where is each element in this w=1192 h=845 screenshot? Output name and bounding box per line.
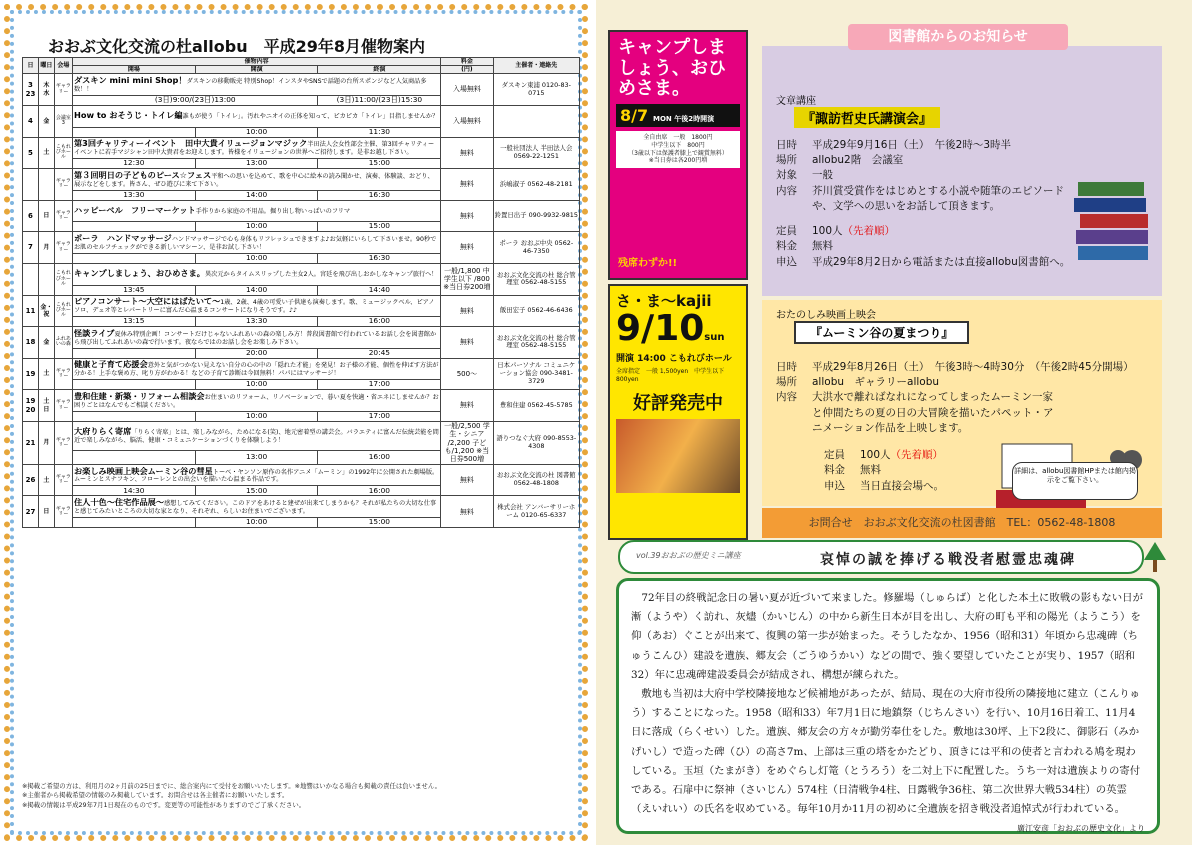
event-fee: 無料 (441, 232, 493, 264)
detail-key: 日時 (776, 361, 797, 373)
event-row (23, 295, 580, 317)
event-row (23, 390, 580, 412)
movie-details (776, 360, 1162, 436)
event-day: 4 (23, 105, 39, 137)
sama-poster-banner: 好評発売中 (633, 392, 723, 414)
detail-row (776, 138, 1076, 153)
event-venue: ふれあいの森 (54, 327, 72, 359)
event-desc: 平和への思いを込めて、歌を中心に絵本の読み聞かせ、演奏、体験談、おどり、展示などをします。皆さん、ぜひ遊びに来て下さい。 (73, 172, 434, 188)
sama-poster-brand: さ・ま～kajii (616, 292, 712, 310)
event-row (23, 327, 580, 349)
library-notice (756, 24, 1164, 536)
camp-poster-tail: 残席わずか!! (618, 258, 678, 270)
event-start-time: 10:00 (195, 127, 318, 137)
event-venue: 会議室3 (54, 105, 72, 137)
event-start-time: 10:00 (195, 253, 318, 263)
event-organizer: ポーラ おおぶ中央 0562-46-7350 (493, 232, 579, 264)
event-row (23, 263, 580, 285)
event-dow: 金 (38, 327, 54, 359)
event-description (72, 200, 440, 222)
sama-kajii-poster (608, 284, 748, 540)
header-start: 開演 (195, 66, 318, 74)
event-end-time: 15:00 (318, 222, 441, 232)
event-desc: 夏休み特別企画！コンサートだけじゃないふれあいの森の楽しみ方！普段図書館で行われているお話し会を図書館から飛び出してふれあいの森で行います。夜ならではのお話し会をお楽しみ下さい。 (73, 330, 437, 346)
note-line: ※掲載の情報は平成29年7月1日現在のものです。変更等の可能性がありますのでご了承ください。 (22, 800, 306, 809)
event-open-time: 13:15 (72, 317, 195, 327)
event-day: 26 (23, 464, 39, 496)
event-organizer: おおぶ文化交流の杜 総合管理室 0562-48-5155 (493, 263, 579, 295)
lecture-kicker: 文章講座 (776, 96, 816, 107)
movie-title: 『ムーミン谷の夏まつり』 (794, 321, 969, 344)
event-open-time (72, 451, 195, 465)
price-line: 中学生以下 800円 (651, 141, 705, 149)
event-venue: ギャラリー (54, 74, 72, 106)
event-venue: ギャラリー (54, 421, 72, 464)
event-description (72, 74, 440, 96)
event-organizer: 鈴置日出子 090-9932-9815 (493, 200, 579, 232)
event-desc: 感想してみてください。このドアをあけると建ぜが出来てしまうかも？それが私たちの大切な仕事と感じてみたいところの大切な家となり、それぞれ、らしいお住まいでございます。 (73, 500, 437, 515)
event-title: ダスキン mini mini Shop！ (73, 75, 187, 86)
event-description (72, 169, 440, 191)
event-dow: 金 (38, 105, 54, 137)
event-description (72, 295, 440, 317)
apply-label: 申込 (776, 255, 797, 268)
event-end-time: 15:00 (318, 518, 441, 528)
apply-value: 平成29年8月2日から電話または直接allobu図書館へ。 (812, 255, 1071, 268)
header-organizer: 主催者・連絡先 (493, 58, 579, 74)
capacity-value: 100人 (812, 225, 843, 238)
event-dow: 土 (38, 464, 54, 496)
event-day: 6 (23, 200, 39, 232)
event-start-time: 13:00 (195, 451, 318, 465)
library-contact: お問合せ おおぶ文化交流の杜図書館 TEL：0562-48-1808 (762, 508, 1162, 538)
header-open: 開場 (72, 66, 195, 74)
fee-label: 料金 (824, 464, 845, 477)
event-end-time: 16:30 (318, 190, 441, 200)
event-open-time: 12:30 (72, 159, 195, 169)
camp-poster-photo (616, 172, 740, 252)
event-description (72, 421, 440, 450)
event-start-time: 13:00 (195, 159, 318, 169)
event-row (23, 105, 580, 127)
event-dow: 日 (38, 200, 54, 232)
apply-label: 申込 (824, 479, 845, 492)
event-end-time: 17:00 (318, 411, 441, 421)
header-day: 日 (23, 58, 39, 74)
header-fee: 料金 (441, 58, 493, 66)
event-fee: 一般/2,500 学生・シニア /2,200 子ども/1,200 ※当日券500増 (441, 421, 493, 464)
detail-key: 対象 (776, 169, 797, 182)
fee-value: 無料 (860, 464, 881, 477)
event-organizer: 一般社団法人 半田法人会 0569-22-1251 (493, 137, 579, 169)
event-venue: ギャラリー (54, 358, 72, 390)
detail-key: 内容 (776, 391, 797, 404)
event-day: 19 (23, 358, 39, 390)
event-desc: ダスキンの移動販売 特別Shop！インスタやSNSで話題の台所スポンジなど人気商品多数！！ (73, 78, 427, 93)
event-day: 7 (23, 232, 39, 264)
event-start-time: 10:00 (195, 380, 318, 390)
event-title: ピアノコンサート～大空にはばたいて～ (73, 296, 221, 307)
event-fee: 無料 (441, 390, 493, 422)
history-body (616, 578, 1160, 834)
capacity-note: （先着順） (890, 449, 944, 462)
detail-key: 内容 (776, 184, 797, 197)
event-day: 11 (23, 295, 39, 327)
detail-row (776, 184, 1076, 214)
event-row (23, 200, 580, 222)
sama-date-dow: sun (704, 332, 725, 343)
event-desc: 手作りから家庭の不用品。掘り出し物いっぱいのフリマ (195, 208, 351, 216)
event-fee: 無料 (441, 327, 493, 359)
event-fee: 無料 (441, 295, 493, 327)
sama-poster-date (610, 308, 746, 349)
event-open-time: (3日)9:00/(23日)13:00 (72, 95, 318, 105)
event-row (23, 358, 580, 380)
lecture-box (762, 46, 1162, 296)
event-organizer (493, 105, 579, 137)
event-fee: 無料 (441, 169, 493, 201)
event-dow: 日 (38, 496, 54, 528)
event-row (23, 464, 580, 486)
event-start-time: 14:00 (195, 190, 318, 200)
event-start-time: 10:00 (195, 222, 318, 232)
event-title: ポーラ ハンドマッサージ (73, 233, 172, 243)
table-header-row (23, 58, 580, 66)
event-organizer: おおぶ文化交流の杜 総合管理室 0562-48-5155 (493, 327, 579, 359)
event-end-time: 16:00 (318, 317, 441, 327)
event-organizer: 語りつなぐ大府 090-8553-4308 (493, 421, 579, 464)
camp-poster-prices (616, 131, 740, 168)
event-end-time: 14:40 (318, 285, 441, 295)
event-venue: こもれびホール (54, 295, 72, 327)
event-venue: こもれびホール (54, 137, 72, 169)
event-description (72, 496, 440, 518)
event-description (72, 105, 440, 127)
capacity-value: 100人 (860, 449, 891, 462)
apply-value: 当日直接会場へ。 (860, 479, 944, 492)
event-title: ハッピーベル フリーマーケット (73, 205, 196, 216)
event-fee: 一般/1,800 中学生以下 /800 ※当日券200増 (441, 263, 493, 295)
history-title-bar (618, 540, 1144, 574)
detail-value: 一般 (812, 169, 833, 182)
event-open-time (72, 518, 195, 528)
event-desc: 誰もが使う「トイレ」。汚れやニオイの正体を知って、ピカピカ「トイレ」目指しませんか？ (182, 113, 439, 121)
event-desc: 異次元からタイムスリップした主女2人。宮廷を飛び出しおかしなキャンプ旅行へ！ (205, 271, 438, 279)
event-row (23, 421, 580, 450)
capacity-note: （先着順） (842, 225, 896, 238)
event-start-time: 20:00 (195, 348, 318, 358)
sama-poster-time: 開演 14:00 こもれびホール (616, 354, 732, 364)
detail-value: allobu ギャラリーallobu (812, 376, 940, 389)
event-desc: 意外と気がつかない見えない自分の心の中の「隠れた才能」を発見！お子様の才能、個性を伸ばす方法が分かる！上手な褒め方、叱り方がわかる！などの子育て診断は今回無料！パパにはマッサージ！ (73, 362, 439, 378)
event-end-time: 16:00 (318, 451, 441, 465)
event-open-time (72, 127, 195, 137)
event-desc: お住まいのリフォーム、リノベーションで、暮い夏を快適・省エネにしませんか？お困りごとはなんでもご相談ください。 (73, 393, 439, 409)
capacity-label: 定員 (824, 449, 845, 462)
details-bubble: 詳細は、allobu図書館HPまたは館内掲示をご覧下さい。 (1012, 462, 1138, 500)
event-title: 第３回明日の子どものピース☆フェス (73, 169, 212, 180)
event-end-time: 16:30 (318, 253, 441, 263)
event-venue: ギャラリー (54, 390, 72, 422)
detail-key: 場所 (776, 154, 797, 167)
event-dow: 土 日 (38, 390, 54, 422)
camp-poster-headline: キャンプしましょう、おひめさま。 (618, 37, 726, 100)
event-fee: 無料 (441, 200, 493, 232)
event-fee: 無料 (441, 464, 493, 496)
event-row (23, 232, 580, 254)
notes (22, 782, 580, 810)
event-description (72, 390, 440, 412)
event-open-time: 14:30 (72, 486, 195, 496)
sama-poster-price: 全席指定 一般 1,500yen 中学生以下 800yen (616, 368, 725, 384)
event-venue: ギャラリー (54, 200, 72, 232)
event-description (72, 358, 440, 380)
event-description (72, 327, 440, 349)
event-day (23, 263, 39, 295)
event-title: 怪談ライブ (73, 327, 115, 338)
event-description (72, 137, 440, 159)
history-text: 72年目の終戦記念日の暑い夏が近づいて来ました。修羅場（しゅらば）と化した本土に敗戦の影もない日が漸（ようや）く訪れ、灰燼（かいじん）の中から新生日本が目を出し、大府の町も平和の陽光（ようこう）を仰（あお）ぐことが出来て、復興の第一歩が始まった。そうしたなか、1956（昭和31）年頃から忠魂碑（ちゅうこんひ）建設を遺族、郷友会（ごうゆうかい）などの間で、強く要望していたことが実り、1957（昭和32）年に忠魂碑建設委員会が結成され、構想が練られた。 敷地も当初は大府中学校隣接地など候補地があったが、結局、現在の大府市役所の隣接地に建立（こんりゅう）することになった。1958（昭和33）年7月1日に地鎮祭（じちんさい）を行い、10月16日着工、11月4日に落成（らくせい）した。遺族、郷友会の方々が勤労奉仕をした。敷地は30坪、上下2段に、御影石（みかげいし）で造った碑（ひ）の高さ7m、上部は三重の塔をかたどり、頂きには平和の使者と言われる鳩を現わしている。玉垣（たまがき）をめぐらし灯篭（とうろう）を二対上下に配置した。うち一対は遺族よりの寄付である。石扉中に祭神（さいじん）574柱（日清戦争4柱、日露戦争36柱、第二次世界大戦534柱）の英霊（えいれい）の氏名を収めている。毎年10月か11月の初めに全遺族を招き戦没者追悼式が行われている。 (631, 592, 1143, 816)
event-venue: ギャラリー (54, 496, 72, 528)
event-row (23, 137, 580, 159)
fee-label: 料金 (776, 240, 797, 253)
header-fee-unit: (円) (441, 66, 493, 74)
detail-value: 芥川賞受賞作をはじめとする小説や随筆のエピソードや、文学への思いをお話して頂きます。 (812, 184, 1064, 212)
event-table-body (23, 74, 580, 528)
capacity-row (776, 224, 1076, 239)
event-row (23, 169, 580, 191)
event-description (72, 263, 440, 285)
event-open-time (72, 253, 195, 263)
movie-box (762, 300, 1162, 506)
event-fee: 入場無料 (441, 105, 493, 137)
event-end-time: 16:00 (318, 486, 441, 496)
header-dow: 曜日 (38, 58, 54, 74)
event-organizer: 豊和住建 0562-45-5785 (493, 390, 579, 422)
event-venue: ギャラリー (54, 169, 72, 201)
note-line: ※掲載ご希望の方は、利用月の2ヶ月前の25日までに、総合案内にて受付をお願いいたします。※地響はいかなる場合も掲載の責任は負いません。 (22, 782, 441, 790)
event-description (72, 464, 440, 486)
event-organizer: ダスキン東浦 0120-83-0715 (493, 74, 579, 106)
event-organizer: おおぶ文化交流の杜 図書館 0562-48-1808 (493, 464, 579, 496)
sama-poster-photo (616, 419, 740, 493)
event-fee: 入場無料 (441, 74, 493, 106)
event-title: 豊和住建・新築・リフォーム相談会 (73, 390, 205, 401)
event-title: How to おそうじ・トイレ編 (73, 110, 183, 121)
detail-value: allobu2階 会議室 (812, 154, 904, 167)
detail-key: 日時 (776, 139, 797, 151)
event-fee: 無料 (441, 496, 493, 528)
event-title: 健康と子育て応援会 (73, 359, 148, 370)
header-venue: 会場 (54, 58, 72, 74)
event-dow: 木 水 (38, 74, 54, 106)
detail-value: 平成29年8月26日（土） 午後3時～4時30分 （午後2時45分開場） (812, 361, 1134, 373)
event-open-time (72, 348, 195, 358)
header-content: 催物内容 (72, 58, 440, 66)
event-row (23, 74, 580, 96)
event-desc: ハンドマッサージで心も身体もリフレッシュできますよ♪お気軽にいらして下さいませ。90秒でお肌のセルフチェックができる新しいマシーン、是非お試し下さい！ (73, 236, 437, 251)
event-start-time: 15:00 (195, 486, 318, 496)
event-title: 住人十色～住宅作品展～ (73, 497, 165, 508)
event-fee: 500～ (441, 358, 493, 390)
event-desc: トーベ・ヤンソン原作の名作アニメ「ムーミン」の1992年に公開された劇場版。ムーミンとスナフキン、フローレンとの出会いを描いた心温まる作品です。 (73, 468, 439, 484)
event-start-time: 13:30 (195, 317, 318, 327)
event-dow: 月 (38, 421, 54, 464)
event-desc: 1歳、2歳、4歳の可愛い子供達も演奏します。歌、ミュージックベル、ピアノソロ、デュオ等とレパートリーに富んだ心温まるコンサートになりそうです。♪♪ (73, 299, 435, 315)
event-title: お楽しみ映画上映会ムーミン谷の彗星 (73, 465, 213, 476)
event-day: 18 (23, 327, 39, 359)
event-dow (38, 169, 54, 201)
event-venue: こもれびホール (54, 263, 72, 295)
price-line: 全自由席 一般 1800円 (643, 134, 713, 142)
event-dow: 土 (38, 137, 54, 169)
fee-row (776, 239, 1076, 254)
event-table (22, 57, 580, 528)
library-heading: 図書館からのお知らせ (848, 24, 1068, 50)
event-open-time (72, 380, 195, 390)
event-day: 3 23 (23, 74, 39, 106)
books-illustration (1072, 162, 1152, 262)
event-organizer: 浜嶋淑子 0562-48-2181 (493, 169, 579, 201)
event-fee: 無料 (441, 137, 493, 169)
tree-icon (1144, 542, 1166, 576)
lecture-title: 『諏訪哲史氏講演会』 (794, 107, 940, 128)
event-description (72, 232, 440, 254)
event-open-time (72, 222, 195, 232)
event-organizer: 飯田宏子 0562-46-6436 (493, 295, 579, 327)
lecture-details (776, 138, 1076, 270)
page-title: おおぶ文化交流の杜allobu 平成29年8月催物案内 (48, 37, 426, 56)
fee-value: 無料 (812, 240, 833, 253)
capacity-label: 定員 (776, 225, 797, 238)
detail-value: 平成29年9月16日（土） 午後2時～3時半 (812, 139, 1012, 151)
header-end: 終演 (318, 66, 441, 74)
camp-poster-date (616, 104, 740, 127)
event-end-time: 17:00 (318, 380, 441, 390)
event-dow: 月 (38, 232, 54, 264)
event-open-time (72, 411, 195, 421)
event-day: 21 (23, 421, 39, 464)
history-column (604, 540, 1168, 836)
history-author: 廣江安彦「おおぶの歴史文化」より (1017, 824, 1145, 834)
event-title: 大府りらく寄席 (73, 426, 132, 437)
camp-poster (608, 30, 748, 280)
event-open-time: 13:45 (72, 285, 195, 295)
event-dow: 金・祝 (38, 295, 54, 327)
detail-value: 大洪水で離ればなれになってしまったムーミン一家と仲間たちの夏の日の大冒険を描いたパペット・アニメーション作品を上映します。 (812, 391, 1054, 434)
price-line: （3歳以下は保護者膝上で観賞無料） (628, 149, 728, 157)
event-title: 第3回チャリティーイベント 田中大貴イリュージョンマジック (73, 138, 308, 149)
event-row (23, 496, 580, 518)
event-end-time: 15:00 (318, 159, 441, 169)
detail-row (776, 360, 1162, 375)
camp-date-value: 8/7 (620, 106, 649, 126)
history-volume: vol.39おおぶの歴史ミニ講座 (636, 551, 741, 560)
event-end-time: 11:30 (318, 127, 441, 137)
event-open-time: 13:30 (72, 190, 195, 200)
camp-date-sub: MON 午後2時開演 (652, 115, 715, 124)
movie-kicker: おたのしみ映画上映会 (776, 310, 876, 321)
detail-row (776, 153, 1076, 168)
event-start-time: 10:00 (195, 518, 318, 528)
event-title: キャンプしましょう、おひめさま。 (73, 268, 205, 279)
event-venue: ギャラリー (54, 232, 72, 264)
note-line: ※主催者から掲載希望の情報のみ掲載しています。お問合せは各主催者にお願いいたします。 (22, 791, 289, 800)
detail-row (776, 168, 1076, 183)
event-organizer: 日本パーソナル コミュニケーション協会 090-3481-3729 (493, 358, 579, 390)
sama-date-value: 9/10 (616, 308, 705, 349)
event-day: 5 (23, 137, 39, 169)
event-desc: 「りらく寄席」とは、楽しみながら、ためになる(笑)、地元密着型の講芸会。バラエティに富んだ伝統芸能を間近で楽しみながら、脳活、健康・コミュニケーションづくりを体験しよう！ (73, 429, 439, 445)
apply-row (776, 255, 1076, 270)
detail-key: 場所 (776, 376, 797, 389)
event-end-time: (3日)11:00/(23日)15:30 (318, 95, 441, 105)
event-organizer: 株式会社 アンバーサリーホーム 0120-65-6337 (493, 496, 579, 528)
price-line: ※当日券は各200円増 (648, 157, 708, 165)
event-start-time: 10:00 (195, 411, 318, 421)
event-day: 27 (23, 496, 39, 528)
detail-row (776, 390, 1162, 436)
event-venue: ギャラリー (54, 464, 72, 496)
event-desc: 半田法人会女性部会主催、第3回チャリティーイベントに若手マジシャン田中大貴君をお迎えします。皆様をイリュージョンの世界へご招待します。是非お越し下さい。 (73, 141, 435, 157)
detail-row (776, 375, 1162, 390)
event-end-time: 20:45 (318, 348, 441, 358)
history-title: 哀悼の誠を捧げる戦没者慰霊忠魂碑 (820, 552, 1076, 568)
event-dow: 土 (38, 358, 54, 390)
event-dow (38, 263, 54, 295)
event-day (23, 169, 39, 201)
event-start-time: 14:00 (195, 285, 318, 295)
event-day: 19 20 (23, 390, 39, 422)
